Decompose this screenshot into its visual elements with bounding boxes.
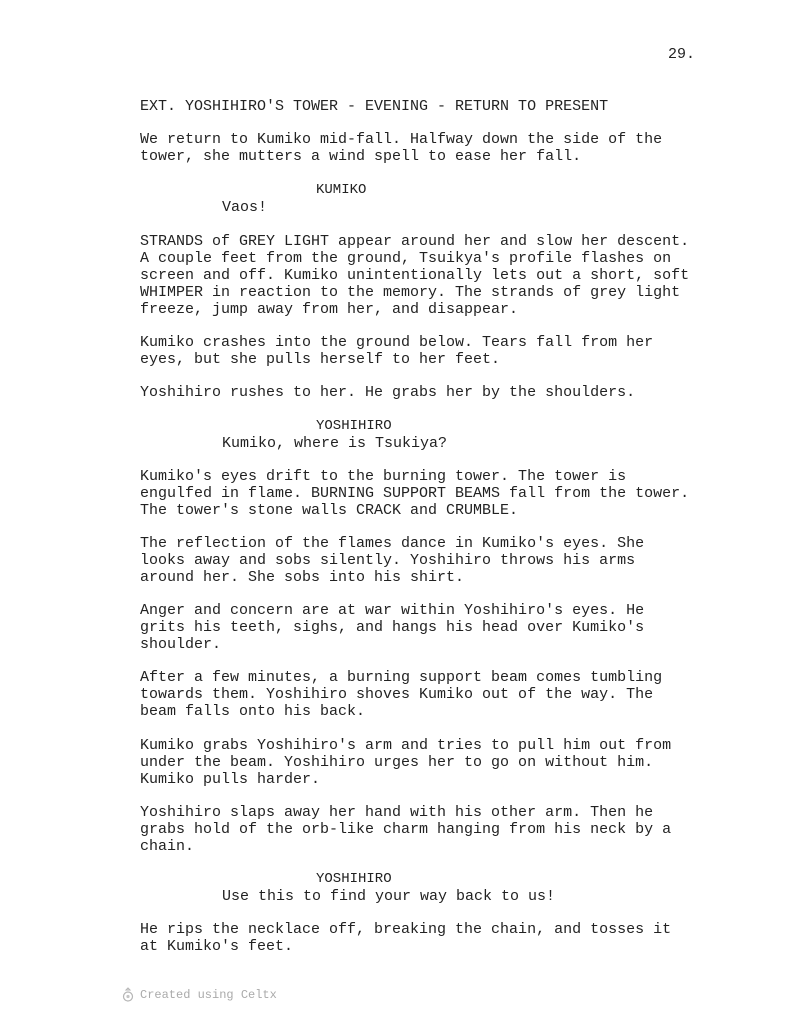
action-line: Kumiko grabs Yoshihiro's arm and tries to pull him out from [140, 737, 672, 754]
action-line: grabs hold of the orb-like charm hanging from his neck by a [140, 821, 672, 838]
action-line: beam falls onto his back. [140, 703, 366, 720]
action-line: The reflection of the flames dance in Kumiko's eyes. She [140, 535, 645, 552]
scene-heading: EXT. YOSHIHIRO'S TOWER - EVENING - RETURN TO PRESENT [140, 98, 609, 115]
action-line: under the beam. Yoshihiro urges her to go on without him. [140, 754, 654, 771]
footer-credit [122, 987, 277, 1003]
celtx-logo-icon [122, 987, 134, 1003]
action-line: towards them. Yoshihiro shoves Kumiko out of the way. The [140, 686, 654, 703]
action-line: A couple feet from the ground, Tsuikya's profile flashes on [140, 250, 672, 267]
action-line: WHIMPER in reaction to the memory. The strands of grey light [140, 284, 681, 301]
action-line: Kumiko crashes into the ground below. Tears fall from her [140, 334, 654, 351]
action-line: tower, she mutters a wind spell to ease her fall. [140, 148, 582, 165]
character-name: YOSHIHIRO [316, 418, 392, 434]
dialogue-line: Kumiko, where is Tsukiya? [222, 435, 448, 452]
action-line: Kumiko pulls harder. [140, 771, 321, 788]
action-line: Yoshihiro rushes to her. He grabs her by the shoulders. [140, 384, 636, 401]
character-name: YOSHIHIRO [316, 871, 392, 887]
dialogue-line: Use this to find your way back to us! [222, 888, 556, 905]
action-line: around her. She sobs into his shirt. [140, 569, 465, 586]
action-line: screen and off. Kumiko unintentionally lets out a short, soft [140, 267, 690, 284]
action-line: We return to Kumiko mid-fall. Halfway down the side of the [140, 131, 663, 148]
action-line: Anger and concern are at war within Yoshihiro's eyes. He [140, 602, 645, 619]
action-line: Yoshihiro slaps away her hand with his other arm. Then he [140, 804, 654, 821]
action-line: Kumiko's eyes drift to the burning tower. The tower is [140, 468, 627, 485]
action-line: STRANDS of GREY LIGHT appear around her and slow her descent. [140, 233, 690, 250]
action-line: He rips the necklace off, breaking the chain, and tosses it [140, 921, 672, 938]
action-line: shoulder. [140, 636, 222, 653]
action-line: grits his teeth, sighs, and hangs his head over Kumiko's [140, 619, 645, 636]
action-line: eyes, but she pulls herself to her feet. [140, 351, 501, 368]
page-number: 29. [667, 46, 695, 63]
action-line: at Kumiko's feet. [140, 938, 294, 955]
action-line: looks away and sobs silently. Yoshihiro throws his arms [140, 552, 636, 569]
action-line: chain. [140, 838, 195, 855]
action-line: engulfed in flame. BURNING SUPPORT BEAMS fall from the tower. [140, 485, 690, 502]
footer-text: Created using Celtx [140, 988, 277, 1002]
character-name: KUMIKO [316, 182, 367, 198]
action-line: The tower's stone walls CRACK and CRUMBLE. [140, 502, 519, 519]
action-line: After a few minutes, a burning support beam comes tumbling [140, 669, 663, 686]
action-line: freeze, jump away from her, and disappear. [140, 301, 519, 318]
dialogue-line: Vaos! [222, 199, 268, 216]
